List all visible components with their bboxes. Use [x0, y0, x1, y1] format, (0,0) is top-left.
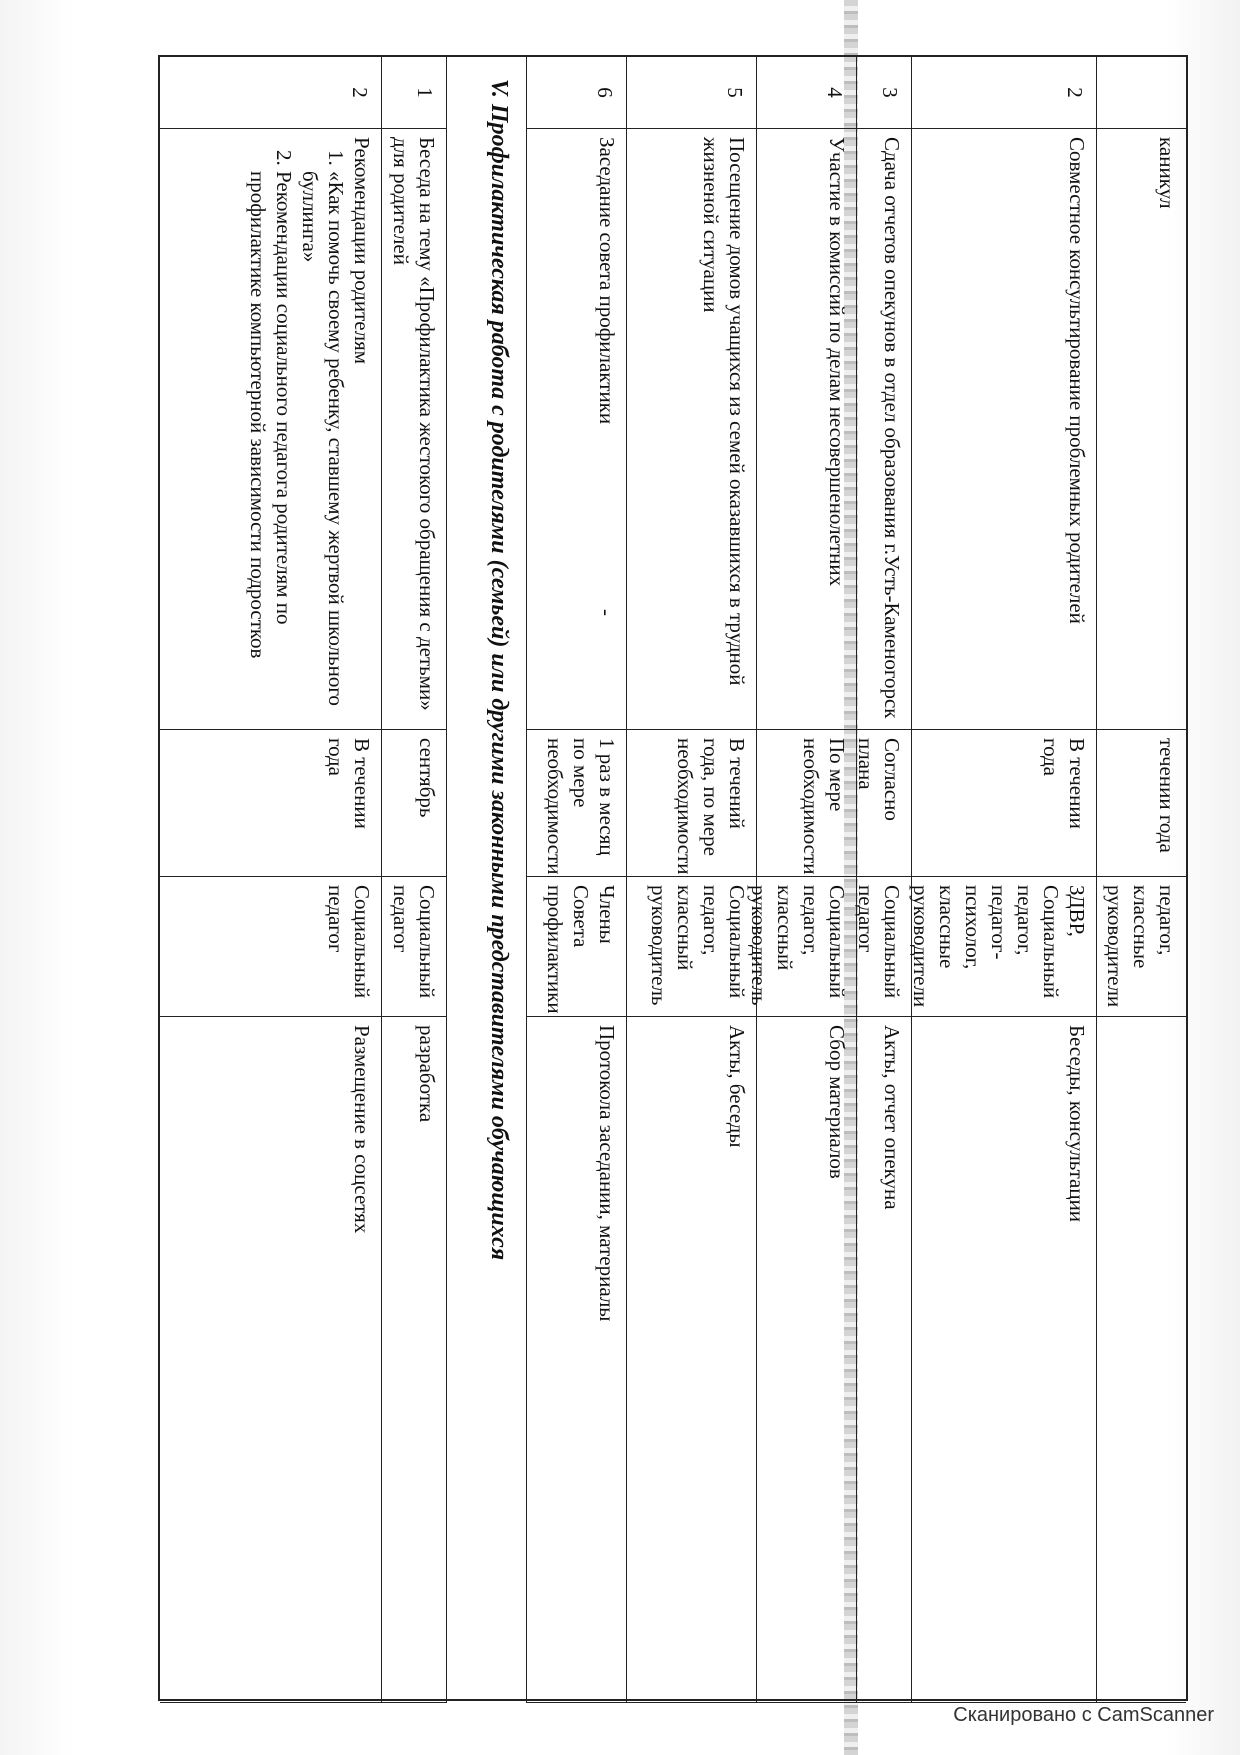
date-cell: 1 раз в месяц по мере необходимости — [526, 730, 626, 877]
row-number: 6 — [526, 57, 626, 129]
responsible-cell: Социальный педагог, классный руководитель — [756, 877, 856, 1017]
row-number: 2 — [911, 57, 1096, 129]
event-cell: Беседа на тему «Профилактика жестокого обращения с детьми» для родителей — [381, 129, 446, 730]
row-number: 1 — [381, 57, 446, 129]
responsible-cell: Члены Совета профилактики — [526, 877, 626, 1017]
event-title: Рекомендации родителям — [350, 137, 374, 365]
responsible-cell: Социальный педагог — [856, 877, 911, 1017]
event-cell: Совместное консультирование проблемных родителей — [911, 129, 1096, 730]
date-cell: Согласно плана — [856, 730, 911, 877]
event-cell: Сдача отчетов опекунов в отдел образования г.Усть-Каменогорск — [856, 129, 911, 730]
responsible-cell: Социальный педагог — [160, 877, 381, 1017]
row-number — [1096, 57, 1186, 129]
dash-mark: - — [595, 609, 619, 616]
responsible-cell: ЗДВР, Социальный педагог, педагог-психолог, классные руководители — [911, 877, 1096, 1017]
form-cell: разработка — [381, 1017, 446, 1703]
row-number: 5 — [626, 57, 756, 129]
row-number: 3 — [856, 57, 911, 129]
form-cell: Размещение в соцсетях — [160, 1017, 381, 1703]
event-text: Заседание совета профилактики — [595, 137, 619, 425]
form-cell: Акты, беседы — [626, 1017, 756, 1703]
plan-table — [158, 55, 1188, 1701]
event-cell — [526, 129, 626, 730]
recommendation-list — [245, 137, 349, 721]
form-cell — [1096, 1017, 1186, 1703]
list-item: 2. Рекомендации социального педагога родителям по профилактике компьютерной зависимости подростков — [245, 171, 297, 721]
form-cell: Акты, отчет опекуна — [856, 1017, 911, 1703]
responsible-cell: Социальный педагог, классный руководитель — [626, 877, 756, 1017]
date-cell: сентябрь — [381, 730, 446, 877]
row-number: 4 — [756, 57, 856, 129]
event-cell: Посещение домов учащихся из семей оказавшихся в трудной жизненой ситуации — [626, 129, 756, 730]
form-cell: Протокола заседании, материалы — [526, 1017, 626, 1703]
list-item: 1. «Как помочь своему ребенку, ставшему жертвой школьного буллинга» — [297, 171, 349, 721]
date-cell: В течении года — [160, 730, 381, 877]
camscanner-watermark: Сканировано с CamScanner — [953, 1704, 1214, 1726]
date-cell: В течений года, по мере необходимости — [626, 730, 756, 877]
date-cell: течении года — [1096, 730, 1186, 877]
form-cell: Беседы, консультации — [911, 1017, 1096, 1703]
row-number: 2 — [160, 57, 381, 129]
event-cell — [160, 129, 381, 730]
form-cell: Сбор материалов — [756, 1017, 856, 1703]
date-cell: В течении года — [911, 730, 1096, 877]
responsible-cell: педагог, классные руководители — [1096, 877, 1186, 1017]
section-heading: V. Профилактическая работа с родителями (семьей) или другими законными представителями обучающихся — [446, 57, 526, 1703]
date-cell: По мере необходимости — [756, 730, 856, 877]
event-cell: каникул — [1096, 129, 1186, 730]
event-cell: Участие в комиссий по делам несовершенолетних — [756, 129, 856, 730]
responsible-cell: Социальный педагог — [381, 877, 446, 1017]
